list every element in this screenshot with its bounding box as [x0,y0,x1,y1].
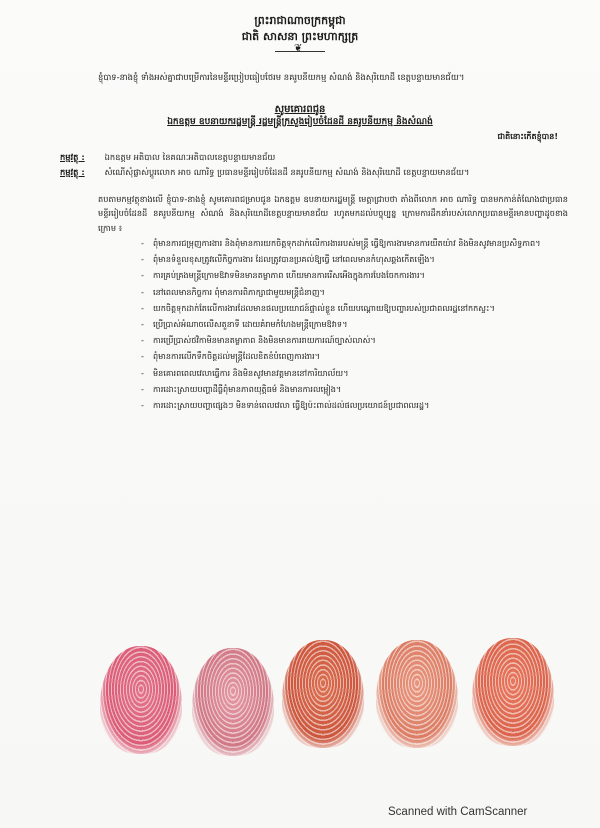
list-item: - មិនគោរពពេលវេលាធ្វើការ និងមិនសូវមានវត្តមាននៅការិយាល័យ។ [145,366,565,380]
body-paragraph: តបតាមកម្មវត្ថុខាងលើ ខ្ញុំបាទ-នាងខ្ញុំ សូមគោរពជម្រាបជូន ឯកឧត្តម ឧបនាយករដ្ឋមន្ត្រី មេត្តាជ្រាបថា តាំងពីលោក អាច ណារិទ្ធ បានមកកាន់តំណែងជាប្រធានមន្ទីររៀបចំដែនដី នគរូបនីយកម្ម សំណង់ និងសុរិយោដីខេត្តបន្ទាយមានជ័យ រហូតមកដល់បច្ចុប្បន្ន ក្រោមការដឹកនាំរបស់លោកប្រធានមន្ទីរមានបញ្ហាដូចខាងក្រោម ៖ [98,194,568,233]
list-item: - យកចិត្តទុកដាក់តែលើការងារដែលមានផលប្រយោជន៍ផ្ទាល់ខ្លួន ហើយបណ្តោយឱ្យបញ្ហារបស់ប្រជាពលរដ្ឋនៅកកស្ទះ។ [145,301,565,315]
reference-label: កម្មវត្ថុ : [60,167,85,177]
kingdom-heading: ព្រះរាជាណាចក្រកម្ពុជា [254,14,346,27]
fingerprint-icon [192,648,274,756]
list-item: - នៅពេលមានកិច្ចការ ពុំមានការពិភាក្សាជាមួយមន្ត្រីជំនាញ។ [145,285,565,299]
list-item: - ពុំមានការជម្រុញការងារ និងពុំមានការយកចិត្តទុកដាក់លើការងាររបស់មន្ត្រី ធ្វើឱ្យការងារមានការយឺតយ៉ាវ និងមិនសូវមានប្រសិទ្ធភាព។ [145,236,565,250]
fingerprint-icon [282,640,364,748]
handwritten-note: ជាតិនោះកើតខ្ញុំបាន! [497,132,558,141]
list-item: - ការដោះស្រាយបញ្ហាដីធ្លីពុំមានភាពយុត្តិធម៌ និងមានការលម្អៀង។ [145,382,565,396]
fingerprint-row [100,638,560,758]
subject-row [60,150,275,164]
address-title: សូមគោរពជូន [274,104,326,115]
scanner-watermark: Scanned with CamScanner [388,806,528,818]
list-item: - ការដោះស្រាយបញ្ហាផ្សេងៗ មិនទាន់ពេលវេលា ធ្វើឱ្យប៉ះពាល់ដល់ផលប្រយោជន៍ប្រជាពលរដ្ឋ។ [145,398,565,412]
recipient-title: ឯកឧត្តម ឧបនាយករដ្ឋមន្ត្រី រដ្ឋមន្ត្រីក្រសួងរៀបចំដែនដី នគរូបនីយកម្ម និងសំណង់ [167,117,433,127]
list-item: - ពុំមានការលើកទឹកចិត្តដល់មន្ត្រីដែលខិតខំបំពេញការងារ។ [145,349,565,363]
ornament-divider-icon [275,48,325,56]
subject-text: ឯកឧត្តម អតិបាល នៃគណៈអតិបាលខេត្តបន្ទាយមានជ័យ [104,152,276,162]
list-item: - ពុំមានទំនួលខុសត្រូវលើកិច្ចការងារ ដែលត្រូវបានប្រគល់ឱ្យធ្វើ នៅពេលមានកំហុសឆ្គងកើតឡើង។ [145,252,565,266]
fingerprint-icon [376,640,458,748]
complaint-list [145,236,565,414]
reference-text: សំណើសុំផ្លាស់ប្តូរលោក អាច ណារិទ្ធ ប្រធានមន្ទីររៀបចំដែនដី នគរូបនីយកម្ម សំណង់ និងសុរិយោដី ខេត្តបន្ទាយមានជ័យ។ [104,167,470,177]
subject-label: កម្មវត្ថុ : [60,152,85,162]
fingerprint-icon [472,638,554,746]
list-item: - ការគ្រប់គ្រងមន្ត្រីក្រោមឱវាទមិនមានតម្លាភាព ហើយមានការរើសអើងក្នុងការបែងចែកការងារ។ [145,268,565,282]
fingerprint-icon [100,646,182,754]
reference-row [60,165,560,179]
list-item: - ការប្រើប្រាស់ថវិកាមិនមានតម្លាភាព និងមិនមានការរាយការណ៍ច្បាស់លាស់។ [145,333,565,347]
intro-text: ខ្ញុំបាទ-នាងខ្ញុំ ទាំងអស់គ្នាជាបម្រើការនៃមន្ទីរប្រៀបធៀបថែរម នគរូបនីយកម្ម សំណង់ និងសុរិយោដី ខេត្តបន្ទាយមានជ័យ។ [98,72,465,82]
motto-heading: ជាតិ សាសនា ព្រះមហាក្សត្រ [241,30,359,43]
list-item: - ប្រើប្រាស់អំណាចលើសតួនាទី ដោយគំរាមកំហែងមន្ត្រីក្រោមឱវាទ។ [145,317,565,331]
